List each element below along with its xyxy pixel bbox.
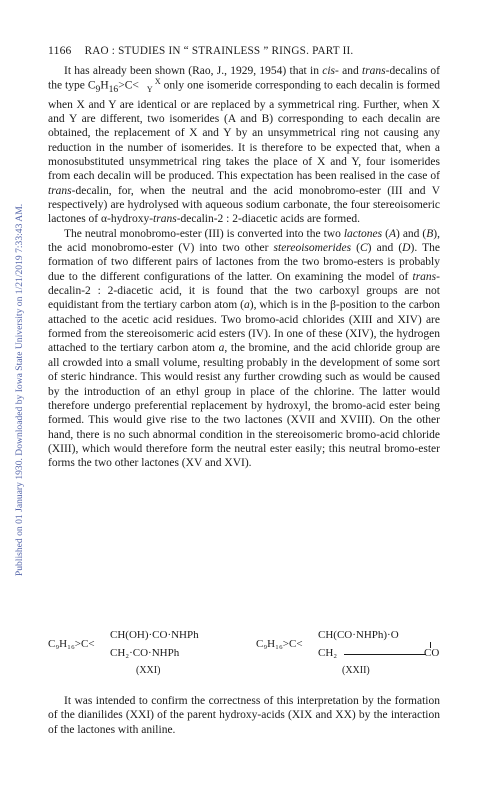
page-number: 1166 [48,44,72,57]
formula-xxii-co: CO [424,647,440,659]
formula-xxi-bottom: CH₂·CO·NHPh [110,647,180,659]
article-body [48,64,440,471]
formula-xxi [48,625,238,683]
article-body-continued [48,694,440,737]
formula-xxii [256,625,440,683]
running-header [48,44,440,57]
download-notice: Published on 01 January 1930. Downloaded by Iowa State University on 1/21/2019 7:33:43 AM. [14,203,25,577]
formula-xxi-label: (XXI) [136,665,161,676]
formula-xxi-prefix: C₉H₁₆>C< [48,638,95,650]
paragraph-1: It has already been shown (Rao, J., 1929, 1954) that in cis- and trans-decalins of the type $C_9H_{16}>C< X$ Y only one isomeride corresponding to each decalin is formed when X and Y are identical or are replaced by a symmetrical ring. Further, when X and Y are different, two isomerides (A and B) corresponding to each decalin are obtained, the replacement of X and Y by an unsymmetrical ring not causing any reduction in the number of isomerides. It is therefore to be expected that, when a monosubstituted unsymmetrical ring takes the place of X and Y, four isomerides from each decalin will be produced. This expectation has been realised in the case of trans-decalin, for, when the neutral and the acid monobromo-ester (III and V respectively) are hydrolysed with aqueous sodium carbonate, the four stereoisomeric lactones of α-hydroxy-trans-decalin-2 : 2-diacetic acids are formed. [48,65,441,226]
paragraph-2: The neutral monobromo-ester (III) is converted into the two lactones (A) and (B), the acid monobromo-ester (V) into two other stereoisomerides (C) and (D). The formation of two different pairs of lactones from the two bromo-esters is probably due to the different configurations of the latter. On examining the model of trans-decalin-2 : 2-diacetic acid, it is found that the two carboxyl groups are not equidistant from the tertiary carbon atom (a), which is in the β-position to the carbon attached to the acetic acid residues. Two bromo-acid chlorides (XIII and XIV) are formed from the stereoisomeric acid esters (IV). In one of these (XIV), the hydrogen attached to the tertiary carbon atom a, the bromine, and the acid chloride group are all crowded into a small volume, resulting probably in the development of some sort of steric hindrance. This would resist any further crowding such as would be caused by the introduction of an ethyl group in place of the chlorine. The latter would therefore undergo preferential replacement by hydroxyl, the bromo-acid ester being formed. This would give rise to the two lactones (XVII and XVIII). On the other hand, there is no such abnormal condition in the stereoisomeric bromo-acid chloride (XIII), which would therefore form the neutral ester easily; this neutral bromo-ester forms the two other lactones (XV and XVI). [48,227,440,470]
ring-bond-line [344,654,426,655]
formula-xxi-top: CH(OH)·CO·NHPh [110,629,199,641]
sidebar-note [2,70,25,710]
structural-formulae [48,625,440,683]
paragraph-3: It was intended to confirm the correctness of this interpretation by the formation of the dianilides (XXI) of the parent hydroxy-acids (XIX and XX) by the interaction of the lactones with aniline. [48,695,440,736]
running-title: RAO : STUDIES IN “ STRAINLESS ” RINGS. PART II. [84,45,354,57]
formula-xxii-label: (XXII) [342,665,370,676]
formula-xxii-top: CH(CO·NHPh)·O [318,629,399,641]
formula-xxii-bottom: CH₂ [318,647,338,659]
formula-xxii-prefix: C₉H₁₆>C< [256,638,303,650]
